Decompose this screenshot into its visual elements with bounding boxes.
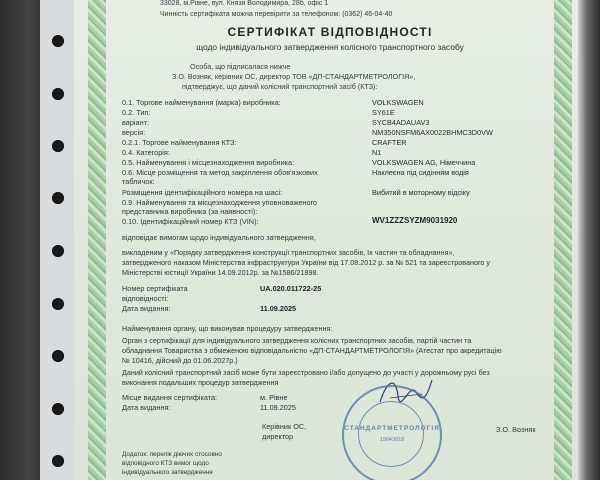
punch-hole (52, 350, 64, 362)
intro-line: Особа, що підписалася нижче (190, 62, 291, 71)
footer-note: Додаток: перелік діючих стосовно (122, 451, 222, 458)
certificate-subtitle: щодо індивідуального затвердження колісного транспортного засобу (196, 42, 464, 52)
field-label: 0.4. Категорія: (122, 148, 170, 157)
field-value: CRAFTER (372, 138, 407, 147)
certificate-number-value: UA.020.011722-25 (260, 284, 322, 293)
punch-hole (52, 35, 64, 47)
field-value: Вибитий в моторному відсіку (372, 188, 470, 197)
certificate-number-label-cont: відповідності: (122, 294, 169, 303)
field-value: N1 (372, 148, 382, 157)
legal-text-line: затвердженого наказом Міністерства інфраструктури України від 17.08.2012 р. за № 521 та зареєстрованого у (122, 258, 491, 267)
field-label: версія: (122, 128, 146, 137)
signer-name: З.О. Возняк (496, 425, 536, 434)
field-label: 0.1. Торгове найменування (марка) виробника: (122, 98, 281, 107)
field-label: представника виробника (за наявності): (122, 207, 258, 216)
body-text-line: № 10416, дійсний до 01.06.2027р.) (122, 356, 238, 365)
body-text-line: Найменування органу, що виконував процедуру затвердження: (122, 324, 333, 333)
footer-note: відповідного КТЗ вимог щодо (122, 460, 209, 467)
intro-line: підтверджує, що даний колісний транспортний засіб (КТЗ): (182, 82, 378, 91)
field-value: NM350NSFM6AX0022BHMC3D0VW (372, 128, 493, 137)
issue-place-value: м. Рівне (260, 393, 288, 402)
issue-date-value: 11.09.2025 (260, 403, 296, 412)
decorative-border-right (554, 0, 572, 480)
field-label: 0.6. Місце розміщення та метод закріплення обов'язкових (122, 168, 318, 177)
body-text-line: Даний колісний транспортний засіб може бути зареєстровано і/або допущено до участі у дорожньому русі без (122, 368, 490, 377)
seal-code: 19843818 (379, 437, 405, 443)
field-label: 0.2.1. Торгове найменування КТЗ: (122, 138, 237, 147)
punch-hole (52, 455, 64, 467)
certificate-number-label: Номер сертифіката (122, 284, 188, 293)
field-value: VOLKSWAGEN AG, Німеччина (372, 158, 476, 167)
official-seal (342, 385, 442, 480)
legal-text-line: викладеним у «Порядку затвердження конструкції транспортних засобів, їх частин та обладнання», (122, 248, 455, 257)
verification-phone: Чинність сертифіката можна перевірити за телефоном: (0362) 46-04-40 (160, 11, 393, 18)
certificate-date-label: Дата видання: (122, 304, 171, 313)
field-label: Розміщення ідентифікаційного номера на шасі: (122, 188, 283, 197)
field-value: Наклеєна під сидінням водія (372, 168, 469, 177)
footer-note: індивідуального затвердження (122, 469, 213, 476)
punch-hole (52, 245, 64, 257)
punch-hole (52, 403, 64, 415)
field-label: 0.9. Найменування та місцезнаходження уповноваженого (122, 198, 318, 207)
body-text-line: виконання подальших процедур затвердження (122, 378, 279, 387)
seal-text: СТАНДАРТМЕТРОЛОГІЯ (344, 425, 440, 432)
decorative-border-left (88, 0, 106, 480)
field-label: 0.5. Найменування і місцезнаходження виробника: (122, 158, 295, 167)
body-text-line: обладнання Товариства з обмеженою відповідальністю «ДП-СТАНДАРТМЕТРОЛОГІЯ» (Атестат про акредитацію (122, 346, 502, 355)
body-text-line: Орган з сертифікації для індивідуального затвердження колісних транспортних засобів, партій частин та (122, 336, 472, 345)
legal-text-line: Міністерстві юстиції України 14.09.2012р. за №1586/21898. (122, 268, 319, 277)
field-value: SY61E (372, 108, 395, 117)
intro-line: З.О. Возняк, керівник ОС, директор ТОВ «ДП-СТАНДАРТМЕТРОЛОГІЯ», (172, 72, 416, 81)
punch-hole (52, 298, 64, 310)
field-label: 0.2. Тип: (122, 108, 151, 117)
sheet-protector-edge (40, 0, 77, 480)
vin-value: WV1ZZZSYZM9031920 (372, 216, 458, 225)
certificate-title: СЕРТИФІКАТ ВІДПОВІДНОСТІ (227, 25, 433, 39)
requirements-line: відповідає вимогам щодо індивідуального затвердження, (122, 233, 316, 242)
seal-inner-ring (358, 401, 424, 467)
signer-title: директор (262, 432, 294, 441)
issue-date-label: Дата видання: (122, 403, 171, 412)
punch-hole (52, 192, 64, 204)
field-value: VOLKSWAGEN (372, 98, 424, 107)
issue-place-label: Місце видання сертифіката: (122, 393, 218, 402)
certificate-sheet (74, 0, 580, 480)
field-label: 0.10. Ідентифікаційний номер КТЗ (VIN): (122, 217, 259, 226)
binder-edge-right (578, 0, 600, 480)
signer-title: Керівник ОС, (262, 422, 307, 431)
field-label: табличок: (122, 177, 155, 186)
punch-hole (52, 88, 64, 100)
certificate-content (110, 0, 550, 480)
punch-hole (52, 140, 64, 152)
field-value: SYCB4ADAUAV3 (372, 118, 430, 127)
certificate-date-value: 11.09.2025 (260, 304, 297, 313)
issuer-address: 33028, м.Рівне, вул. Князя Володимира, 28б, офіс 1 (160, 0, 329, 7)
field-label: варіант: (122, 118, 149, 127)
